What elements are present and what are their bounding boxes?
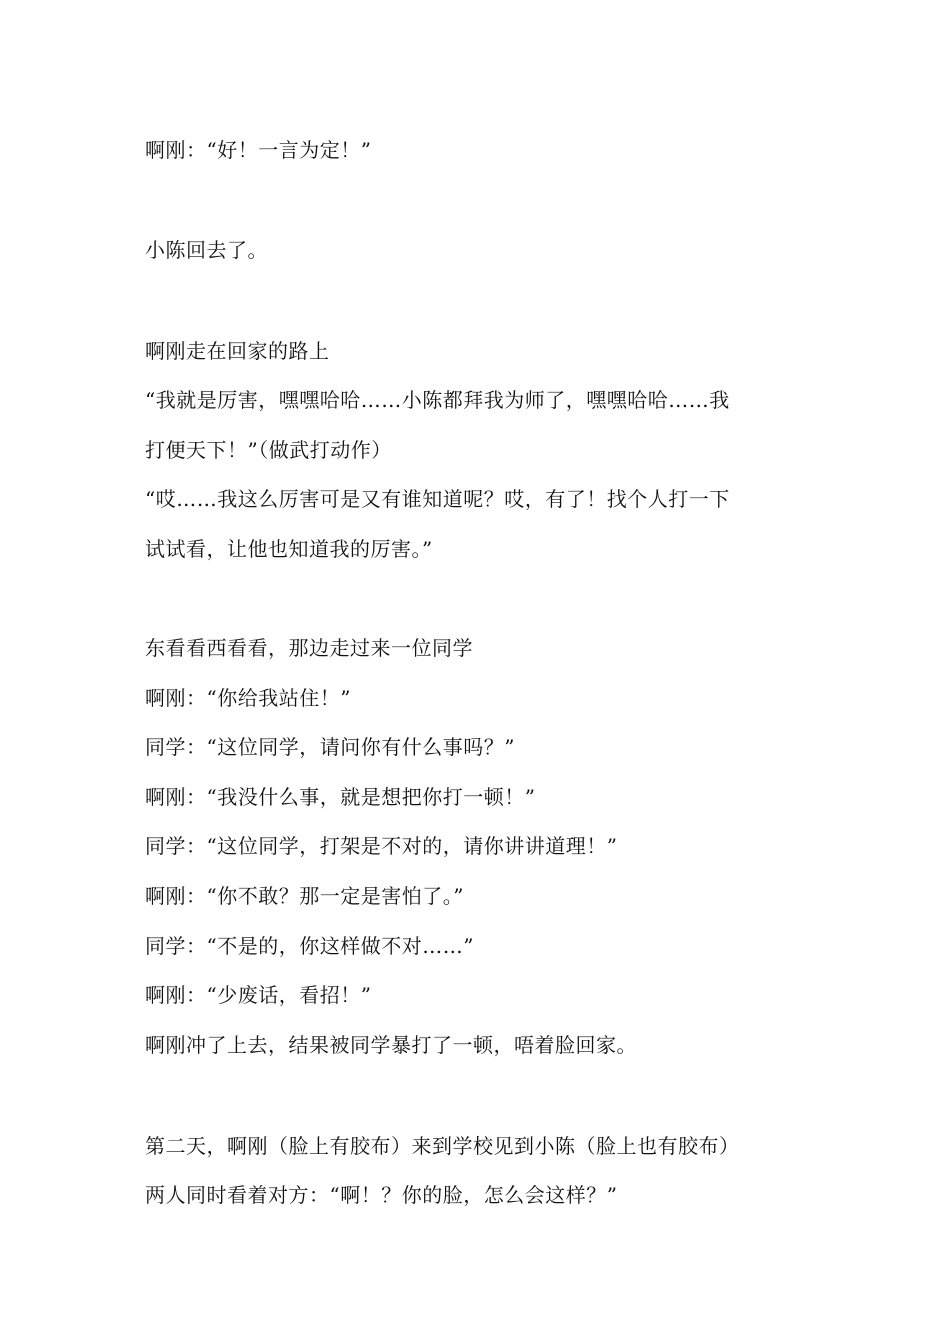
text-line: 两人同时看着对方：“啊！？你的脸，怎么会这样？”	[145, 1183, 618, 1207]
text-line: 啊刚：“好！一言为定！”	[145, 138, 372, 162]
text-line: 第二天，啊刚（脸上有胶布）来到学校见到小陈（脸上也有胶布）	[145, 1134, 740, 1158]
text-line: 同学：“这位同学，打架是不对的，请你讲讲道理！”	[145, 834, 618, 858]
text-line: 小陈回去了。	[145, 238, 268, 262]
text-line: 试试看，让他也知道我的厉害。”	[145, 537, 433, 561]
text-line: 打便天下！”（做武打动作）	[145, 438, 392, 462]
text-line: “我就是厉害，嘿嘿哈哈……小陈都拜我为师了，嘿嘿哈哈……我	[145, 388, 730, 412]
text-line: 啊刚走在回家的路上	[145, 339, 330, 363]
text-line: 啊刚：“你给我站住！”	[145, 686, 351, 710]
text-line: 同学：“不是的，你这样做不对……”	[145, 934, 474, 958]
text-line: “哎……我这么厉害可是又有谁知道呢？哎，有了！找个人打一下	[145, 487, 730, 511]
text-line: 啊刚：“少废话，看招！”	[145, 983, 372, 1007]
text-line: 啊刚：“你不敢？那一定是害怕了。”	[145, 884, 464, 908]
text-line: 啊刚：“我没什么事，就是想把你打一顿！”	[145, 785, 536, 809]
text-line: 东看看西看看，那边走过来一位同学	[145, 636, 473, 660]
text-line: 啊刚冲了上去，结果被同学暴打了一顿，唔着脸回家。	[145, 1033, 637, 1057]
text-line: 同学：“这位同学，请问你有什么事吗？”	[145, 735, 515, 759]
